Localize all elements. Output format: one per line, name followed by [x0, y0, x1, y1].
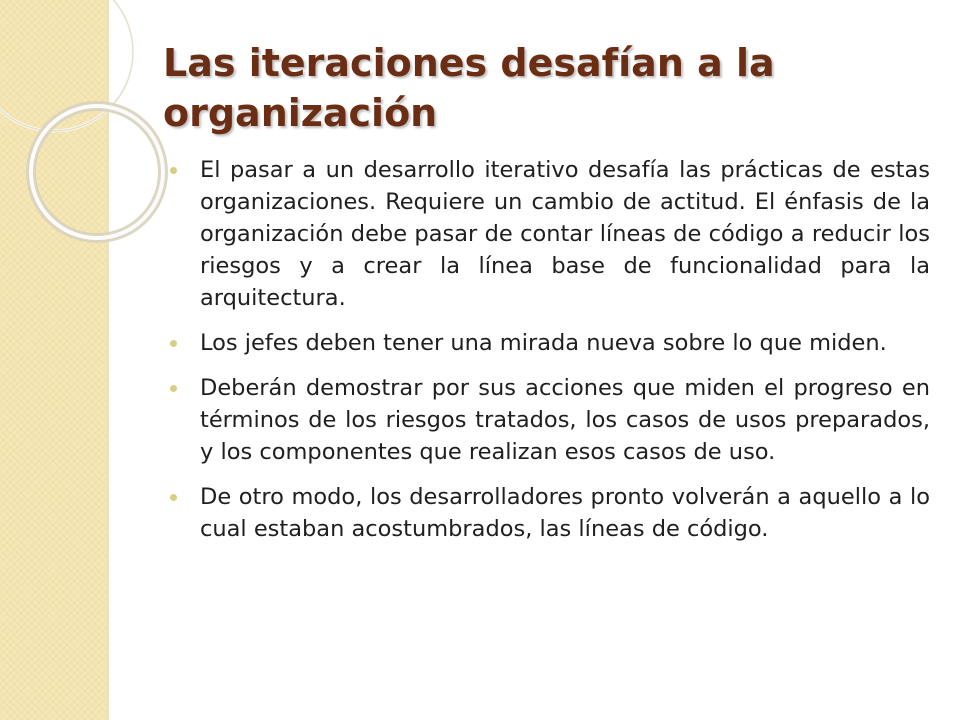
bullet-item — [170, 327, 930, 359]
bullet-list — [170, 154, 930, 558]
bullet-dot-icon — [170, 167, 177, 174]
bullet-item — [170, 372, 930, 468]
bullet-text: De otro modo, los desarrolladores pronto volverán a aquello a lo cual estaban acostumbrados, las líneas de código. — [200, 484, 930, 542]
bullet-text: El pasar a un desarrollo iterativo desafía las prácticas de estas organizaciones. Requiere un cambio de actitud. El énfasis de la organización debe pasar de contar líneas de código a reducir los riesgos y a crear la línea base de funcionalidad para la arquitectura. — [200, 157, 930, 311]
bullet-item — [170, 154, 930, 314]
slide-title: Las iteraciones desafían a la organización — [163, 41, 775, 135]
bullet-dot-icon — [170, 494, 177, 501]
bullet-dot-icon — [170, 340, 177, 347]
bullet-dot-icon — [170, 385, 177, 392]
bullet-text: Deberán demostrar por sus acciones que miden el progreso en términos de los riesgos tratados, los casos de usos preparados, y los componentes que realizan esos casos de uso. — [200, 375, 930, 465]
decorative-ring-small-highlight — [31, 106, 163, 238]
bullet-item — [170, 481, 930, 545]
bullet-text: Los jefes deben tener una mirada nueva sobre lo que miden. — [200, 330, 887, 356]
